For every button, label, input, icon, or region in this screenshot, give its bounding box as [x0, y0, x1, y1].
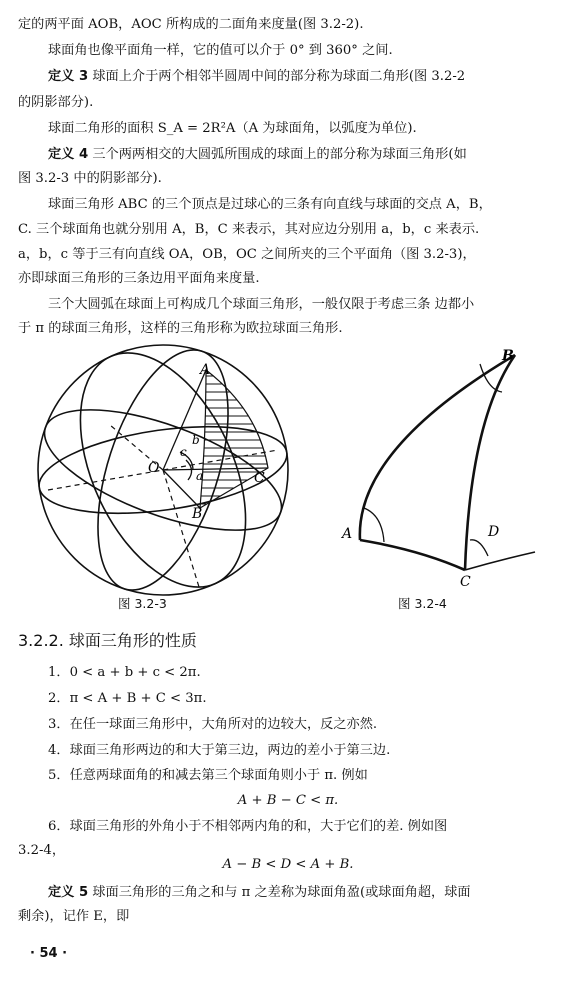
spherical-triangle-figure	[330, 340, 550, 590]
definition-text: 球面三角形的三角之和与 π 之差称为球面角盈(或球面角超，球面	[92, 885, 471, 900]
definition-text: 三个两两相交的大圆弧所围成的球面上的部分称为球面三角形(如	[92, 147, 467, 162]
property-item: 4．球面三角形两边的和大于第三边，两边的差小于第三边.	[48, 743, 391, 758]
formula: A + B − C < π.	[237, 793, 339, 808]
side-AC	[360, 540, 465, 570]
angle-arc-A	[364, 508, 384, 542]
definition-3	[48, 68, 566, 86]
label-O: O	[148, 460, 160, 476]
text-line: 球面二角形的面积 S_A = 2R²A（A 为球面角，以弧度为单位).	[48, 121, 417, 136]
label-B: B	[502, 348, 514, 364]
label-b: b	[192, 433, 200, 447]
text-line: 于 π 的球面三角形，这样的三角形称为欧拉球面三角形.	[18, 321, 343, 336]
sphere-figure	[28, 340, 298, 610]
definition-text: 球面上介于两个相邻半圆周中间的部分称为球面二角形(图 3.2-2	[92, 69, 466, 84]
label-B: B	[192, 506, 203, 522]
text-line: 的阴影部分).	[18, 95, 94, 110]
label-D: D	[488, 524, 500, 540]
property-item: 6．球面三角形的外角小于不相邻两内角的和，大于它们的差. 例如图	[48, 819, 448, 834]
label-A: A	[200, 362, 211, 378]
text-line: 剩余)，记作 E，即	[18, 909, 130, 924]
definition-label: 定义 5	[48, 885, 89, 900]
property-item: 2．π < A + B + C < 3π.	[48, 691, 207, 706]
label-c: c	[180, 445, 187, 459]
side-extension	[465, 552, 535, 570]
property-item: 5．任意两球面角的和减去第三个球面角则小于 π. 例如	[48, 768, 368, 783]
axis-line	[163, 470, 203, 600]
section-heading: 3.2.2. 球面三角形的性质	[18, 631, 197, 650]
text-line: 球面角也像平面角一样，它的值可以介于 0° 到 360° 之间.	[48, 43, 393, 58]
definition-5	[48, 884, 566, 902]
label-C: C	[254, 470, 265, 486]
angle-arc-D	[470, 540, 488, 556]
spherical-triangle-shading	[200, 370, 268, 508]
side-AB	[360, 355, 515, 540]
figure-caption: 图 3.2-4	[398, 596, 447, 611]
text-line: 三个大圆弧在球面上可构成几个球面三角形，一般仅限于考虑三条 边都小	[48, 297, 475, 312]
label-C: C	[460, 574, 471, 590]
text-line: 亦即球面三角形的三条边用平面角来度量.	[18, 271, 260, 286]
property-item: 3．在任一球面三角形中，大角所对的边较大，反之亦然.	[48, 717, 378, 732]
definition-label: 定义 4	[48, 147, 89, 162]
text-line: 球面三角形 ABC 的三个顶点是过球心的三条有向直线与球面的交点 A，B，	[48, 197, 492, 212]
text-line: 3.2-4，	[18, 843, 66, 858]
text-line: 定的两平面 AOB，AOC 所构成的二面角来度量(图 3.2-2).	[18, 17, 364, 32]
text-line: C. 三个球面角也就分别用 A，B，C 来表示，其对应边分别用 a，b，c 来表示.	[18, 222, 480, 237]
figure-caption: 图 3.2-3	[118, 596, 167, 611]
text-line: a，b，c 等于三有向直线 OA，OB，OC 之间所夹的三个平面角（图 3.2-3)，	[18, 247, 476, 262]
definition-label: 定义 3	[48, 69, 89, 84]
property-item: 1．0 < a + b + c < 2π.	[48, 665, 201, 680]
formula: A − B < D < A + B.	[222, 857, 354, 872]
definition-4	[48, 146, 566, 164]
label-a: a	[196, 469, 204, 483]
text-line: 图 3.2-3 中的阴影部分).	[18, 171, 162, 186]
page-number: · 54 ·	[30, 946, 68, 961]
angle-arc-B	[480, 364, 502, 392]
label-A: A	[342, 526, 353, 542]
